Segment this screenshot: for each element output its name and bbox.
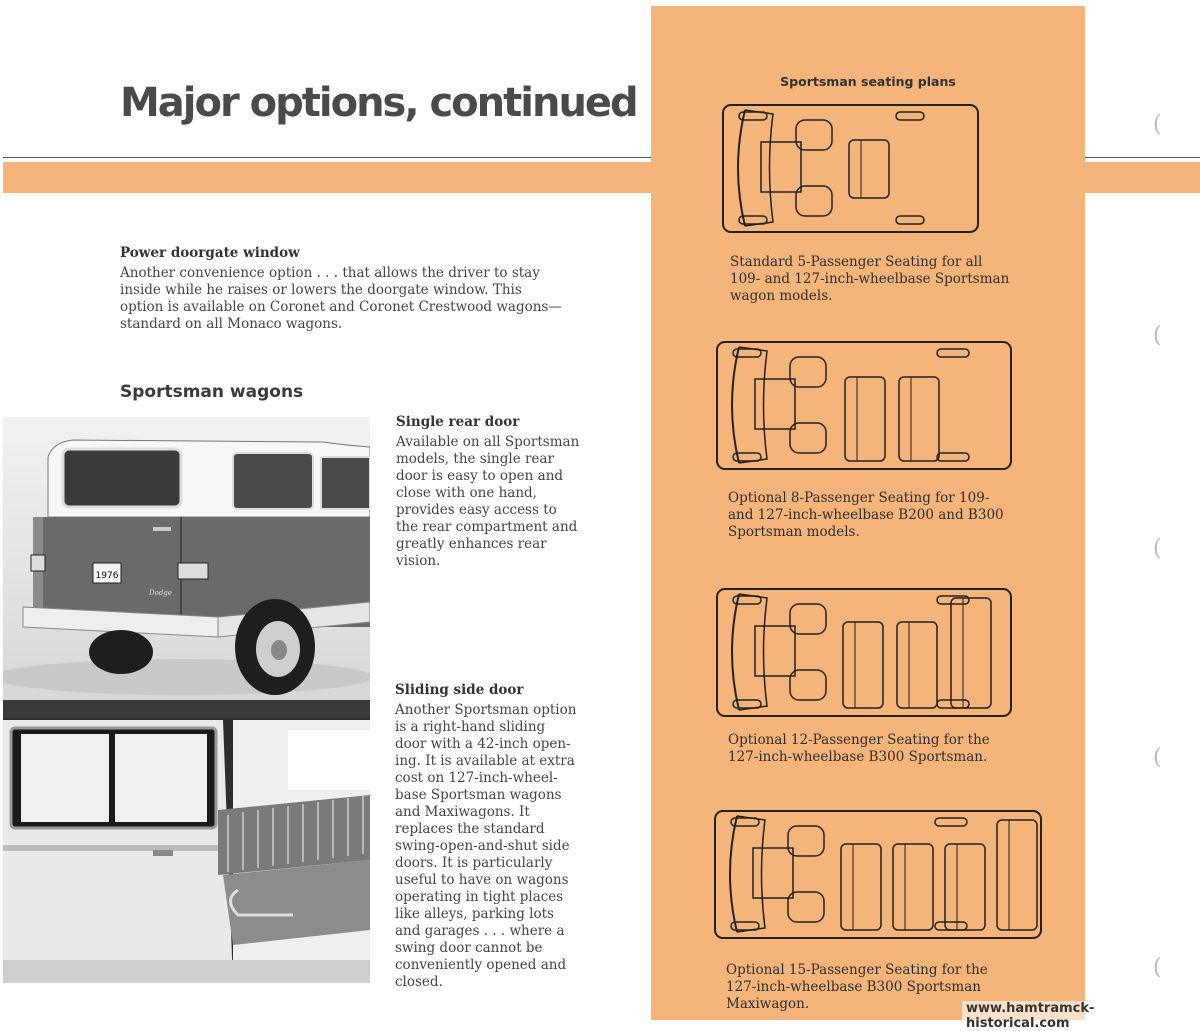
side-door-heading: Sliding side door bbox=[395, 682, 524, 698]
photo-sliding-door bbox=[3, 700, 370, 983]
title-rule-left bbox=[3, 157, 651, 158]
seating-plans-panel bbox=[651, 6, 1085, 1020]
plan-caption-8-passenger: Optional 8-Passenger Seating for 109- and 127-inch-wheelbase B200 and B300 Sportsman models. bbox=[728, 490, 1004, 540]
binder-mark-5: ( bbox=[1153, 955, 1162, 980]
sportsman-wagons-heading: Sportsman wagons bbox=[120, 382, 304, 402]
binder-mark-3: ( bbox=[1153, 536, 1162, 561]
rear-door-heading: Single rear door bbox=[396, 414, 520, 430]
page-title: Major options, continued bbox=[120, 80, 637, 126]
binder-mark-1: ( bbox=[1153, 112, 1162, 137]
orange-band-right bbox=[1085, 162, 1200, 193]
site-watermark: www.hamtramck-historical.com bbox=[962, 1001, 1200, 1031]
seating-diagram-5-passenger bbox=[721, 102, 986, 238]
title-rule-right bbox=[1085, 157, 1200, 158]
seating-diagram-15-passenger bbox=[713, 808, 1045, 944]
rear-door-text: Available on all Sportsman models, the single rear door is easy to open and close with one hand, provides easy access to the rear compartment and greatly enhances rear vision. bbox=[396, 434, 580, 569]
side-door-text: Another Sportsman option is a right-hand sliding door with a 42-inch open- ing. It is available at extra cost on 127-inch-wheel- base Sportsman wagons and Maxiwagons. It replaces the standard swing-open-and-shut side doors. It is particularly useful to have on wagons operating in tight places like alleys, parking lots and garages . . . where a swing door cannot be conveniently opened and closed. bbox=[395, 702, 577, 990]
license-plate: 1976 bbox=[95, 571, 119, 581]
seating-diagram-12-passenger bbox=[715, 586, 1015, 722]
plan-caption-5-passenger: Standard 5-Passenger Seating for all 109- and 127-inch-wheelbase Sportsman wagon models. bbox=[730, 254, 1010, 304]
binder-mark-2: ( bbox=[1153, 323, 1162, 348]
photo-rear-door bbox=[3, 417, 370, 700]
power-doorgate-text: Another convenience option . . . that allows the driver to stay inside while he raises or lowers the doorgate window. This option is available on Coronet and Coronet Crestwood wagons— standard on all Monaco wagons. bbox=[120, 265, 562, 332]
seating-diagram-8-passenger bbox=[715, 339, 1015, 475]
orange-band-left bbox=[3, 162, 651, 193]
plan-caption-12-passenger: Optional 12-Passenger Seating for the 127-inch-wheelbase B300 Sportsman. bbox=[728, 732, 990, 765]
rear-badge: Dodge bbox=[149, 589, 172, 597]
binder-mark-4: ( bbox=[1153, 745, 1162, 770]
seating-plans-title: Sportsman seating plans bbox=[780, 74, 956, 89]
plan-caption-15-passenger: Optional 15-Passenger Seating for the 127-inch-wheelbase B300 Sportsman Maxiwagon. bbox=[726, 962, 988, 1012]
power-doorgate-heading: Power doorgate window bbox=[120, 245, 300, 261]
